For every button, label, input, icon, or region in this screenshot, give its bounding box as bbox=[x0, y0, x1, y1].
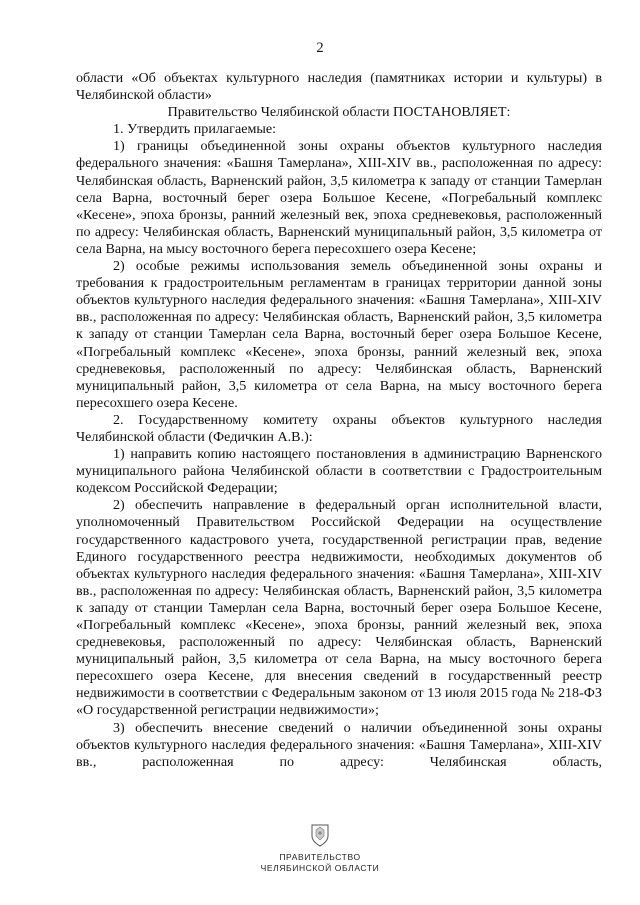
page-number: 2 bbox=[316, 40, 324, 56]
paragraph: области «Об объектах культурного наследия (памятниках истории и культуры) в Челябинской области» bbox=[76, 70, 602, 104]
footer-org-line1: ПРАВИТЕЛЬСТВО bbox=[279, 852, 361, 862]
paragraph: 3) обеспечить внесение сведений о наличии объединенной зоны охраны объектов культурного наследия федерального значения: «Башня Тамерлана», XIII-XIV вв., расположенная по адресу: Челябинская область, bbox=[76, 719, 602, 770]
footer bbox=[0, 822, 640, 874]
coat-of-arms-icon bbox=[309, 822, 331, 848]
paragraph: 2) особые режимы использования земель объединенной зоны охраны и требования к градостроительным регламентам в границах территории данной зоны объектов культурного наследия федерального значения: «Башня Тамерлана», XIII-XIV вв., расположенная по адресу: Челябинская область, Варненский район, 3,5 километра к западу от станции Тамерлан села Варна, восточный берег озера Большое Кесене, «Погребальный комплекс «Кесене», эпоха бронзы, ранний железный век, эпоха средневековья, расположенный по адресу: Челябинская область, Варненский муниципальный район, 3,5 километра от села Варна, на мысу восточного берега пересохшего озера Кесене. bbox=[76, 258, 602, 411]
footer-org-line2: ЧЕЛЯБИНСКОЙ ОБЛАСТИ bbox=[260, 863, 380, 873]
paragraph: 1) направить копию настоящего постановления в администрацию Варненского муниципального района Челябинской области в соответствии с Градостроительным кодексом Российской Федерации; bbox=[76, 446, 602, 497]
paragraph: Правительство Челябинской области ПОСТАНОВЛЯЕТ: bbox=[167, 104, 511, 121]
paragraph: 2) обеспечить направление в федеральный орган исполнительной власти, уполномоченный Правительством Российской Федерации на осуществление государственного кадастрового учета, государственной регистрации прав, ведение Единого государственного реестра недвижимости, необходимых документов об объектах культурного наследия федерального значения: «Башня Тамерлана», XIII-XIV вв., расположенная по адресу: Челябинская область, Варненский район, 3,5 километра к западу от станции Тамерлан села Варна, восточный берег озера Большое Кесене, «Погребальный комплекс «Кесене», эпоха бронзы, ранний железный век, эпоха средневековья, расположенный по адресу: Челябинская область, Варненский муниципальный район, 3,5 километра от села Варна, на мысу восточного берега пересохшего озера Кесене, для внесения сведений в государственный реестр недвижимости в соответствии с Федеральным законом от 13 июля 2015 года № 218-ФЗ «О государственной регистрации недвижимости»; bbox=[76, 497, 602, 719]
document-body bbox=[76, 70, 602, 771]
paragraph: 1) границы объединенной зоны охраны объектов культурного наследия федерального значения: «Башня Тамерлана», XIII-XIV вв., расположенная по адресу: Челябинская область, Варненский район, 3,5 километра к западу от станции Тамерлан села Варна, восточный берег озера Большое Кесене, «Погребальный комплекс «Кесене», эпоха бронзы, ранний железный век, эпоха средневековья, расположенный по адресу: Челябинская область, Варненский муниципальный район, 3,5 километра от села Варна, на мысу восточного берега пересохшего озера Кесене; bbox=[76, 138, 602, 257]
paragraph: 1. Утвердить прилагаемые: bbox=[113, 121, 277, 138]
paragraph: 2. Государственному комитету охраны объектов культурного наследия Челябинской области (Федичкин А.В.): bbox=[76, 411, 602, 445]
